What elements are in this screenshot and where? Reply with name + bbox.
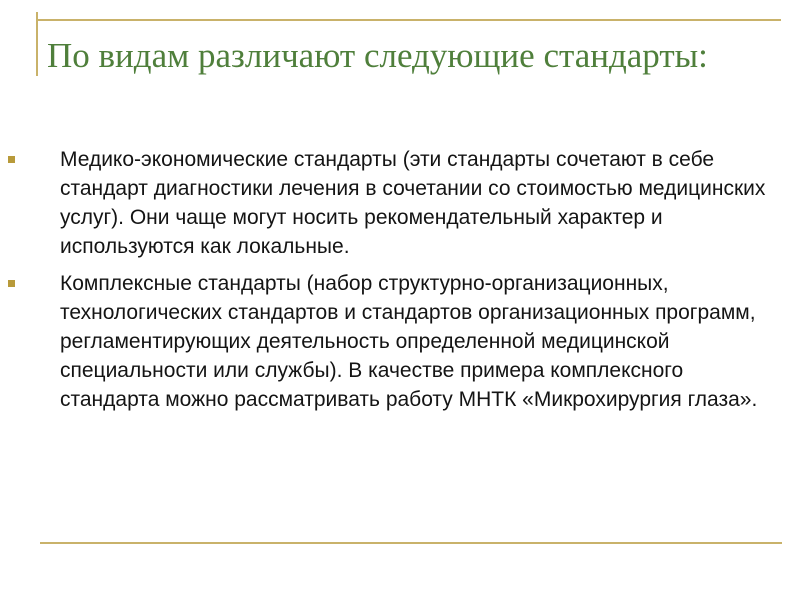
slide-title: По видам различают следующие стандарты: xyxy=(47,36,708,75)
bullet-item xyxy=(0,269,800,414)
bullet-text: Комплексные стандарты (набор структурно-организационных, технологических стандартов и стандартов организационных программ, регламентирующих деятельность определенной медицинской специальности или службы). В качестве примера комплексного стандарта можно рассматривать работу МНТК «Микрохирургия глаза». xyxy=(60,272,758,411)
bullet-text: Медико-экономические стандарты (эти стандарты сочетают в себе стандарт диагностики лечения в сочетании со стоимостью медицинских услуг). Они чаще могут носить рекомендательный характер и используются как локальные. xyxy=(60,148,766,258)
bullet-item xyxy=(0,145,800,261)
bottom-divider-line xyxy=(40,542,782,544)
top-divider-line xyxy=(36,19,781,21)
square-bullet-icon xyxy=(8,280,15,287)
left-accent-line xyxy=(36,12,38,76)
square-bullet-icon xyxy=(8,156,15,163)
bullet-list xyxy=(0,145,800,422)
